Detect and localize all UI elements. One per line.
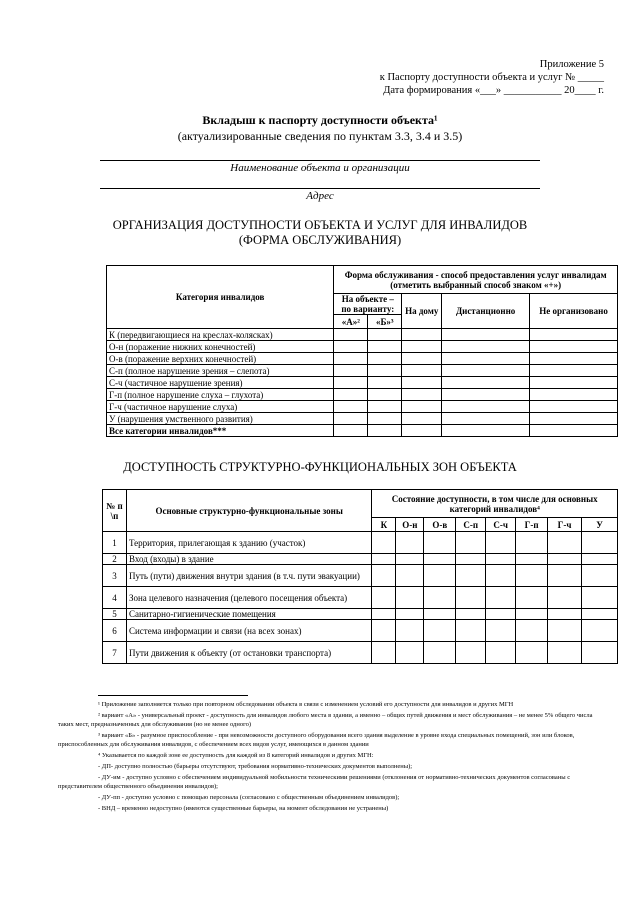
zone-number: 2 — [103, 554, 127, 565]
form-mark-cell[interactable] — [334, 413, 368, 425]
form-mark-cell[interactable] — [530, 413, 618, 425]
form-mark-cell[interactable] — [368, 425, 402, 437]
form-mark-cell[interactable] — [368, 401, 402, 413]
footnote-3: ³ вариант «Б» - разумное приспособление - при невозможности доступного оборудования всего здания выделение в уровне входа специальных помещений, зон или блоков, приспособленных для обслуживания инвалидов, с обеспечением всех видов услуг, имеющихся в данном здании — [58, 732, 575, 748]
category-col-header: К — [372, 518, 396, 532]
zone-state-cell[interactable] — [396, 532, 424, 554]
category-col-header: С-ч — [486, 518, 516, 532]
zone-row — [103, 587, 618, 609]
footnote-rule — [98, 695, 248, 696]
zone-state-cell[interactable] — [548, 532, 582, 554]
zone-state-cell[interactable] — [581, 642, 617, 664]
zone-number: 7 — [103, 642, 127, 664]
zone-state-cell[interactable] — [548, 554, 582, 565]
zone-state-cell[interactable] — [372, 620, 396, 642]
form-mark-cell[interactable] — [442, 329, 530, 341]
form-mark-cell[interactable] — [368, 413, 402, 425]
category-label: О-н (поражение нижних конечностей) — [107, 341, 334, 353]
category-col-header: Г-ч — [548, 518, 582, 532]
zone-number: 5 — [103, 609, 127, 620]
zone-state-cell[interactable] — [486, 587, 516, 609]
form-mark-cell[interactable] — [334, 329, 368, 341]
category-row — [107, 341, 618, 353]
form-mark-cell[interactable] — [334, 425, 368, 437]
col-on-object-header: На объекте – по варианту: — [334, 294, 402, 315]
form-mark-cell[interactable] — [530, 341, 618, 353]
col-zones-header: Основные структурно-функциональные зоны — [126, 490, 371, 532]
section2-title: ДОСТУПНОСТЬ СТРУКТУРНО-ФУНКЦИОНАЛЬНЫХ ЗОН ОБЪЕКТА — [123, 460, 517, 474]
zone-state-cell[interactable] — [396, 587, 424, 609]
col-variant-a: «А»² — [334, 315, 368, 329]
zone-state-cell[interactable] — [424, 587, 456, 609]
zone-number: 4 — [103, 587, 127, 609]
name-line — [100, 160, 540, 161]
annex-passport-ref: к Паспорту доступности объекта и услуг № _____ — [379, 72, 604, 83]
form-mark-cell[interactable] — [402, 353, 442, 365]
document-title: Вкладыш к паспорту доступности объекта¹ — [202, 113, 438, 127]
zone-name: Вход (входы) в здание — [126, 554, 371, 565]
form-mark-cell[interactable] — [402, 413, 442, 425]
category-col-header: О-н — [396, 518, 424, 532]
zone-state-cell[interactable] — [456, 554, 486, 565]
col-not-organized-header: Не организовано — [530, 294, 618, 329]
address-line — [100, 188, 540, 189]
category-label: О-в (поражение верхних конечностей) — [107, 353, 334, 365]
form-mark-cell[interactable] — [442, 401, 530, 413]
category-label: Г-п (полное нарушение слуха – глухота) — [107, 389, 334, 401]
category-label: Г-ч (частичное нарушение слуха) — [107, 401, 334, 413]
zone-row — [103, 565, 618, 587]
form-mark-cell[interactable] — [334, 377, 368, 389]
category-label: С-п (полное нарушение зрения – слепота) — [107, 365, 334, 377]
zone-number: 1 — [103, 532, 127, 554]
form-mark-cell[interactable] — [368, 389, 402, 401]
form-mark-cell[interactable] — [402, 401, 442, 413]
form-mark-cell[interactable] — [442, 413, 530, 425]
zone-state-cell[interactable] — [548, 620, 582, 642]
zone-name: Санитарно-гигиенические помещения — [126, 609, 371, 620]
zone-state-cell[interactable] — [548, 642, 582, 664]
form-mark-cell[interactable] — [402, 389, 442, 401]
zone-state-cell[interactable] — [516, 565, 548, 587]
zone-name: Территория, прилегающая к зданию (участок) — [126, 532, 371, 554]
zone-state-cell[interactable] — [372, 587, 396, 609]
zone-state-cell[interactable] — [372, 642, 396, 664]
zone-state-cell[interactable] — [396, 620, 424, 642]
form-mark-cell[interactable] — [402, 365, 442, 377]
zone-state-cell[interactable] — [372, 565, 396, 587]
zone-name: Путь (пути) движения внутри здания (в т.ч. пути эвакуации) — [126, 565, 371, 587]
zone-state-cell[interactable] — [486, 620, 516, 642]
zone-state-cell[interactable] — [581, 609, 617, 620]
form-mark-cell[interactable] — [334, 365, 368, 377]
zone-state-cell[interactable] — [396, 642, 424, 664]
zone-state-cell[interactable] — [581, 565, 617, 587]
footnote-dp: - ДП- доступно полностью (барьеры отсутствуют, требования нормативно-технических документов выполнены); — [98, 763, 413, 770]
form-mark-cell[interactable] — [334, 353, 368, 365]
form-mark-cell[interactable] — [334, 401, 368, 413]
zone-state-cell[interactable] — [456, 642, 486, 664]
form-mark-cell[interactable] — [530, 365, 618, 377]
form-mark-cell[interactable] — [442, 389, 530, 401]
form-mark-cell[interactable] — [402, 377, 442, 389]
footnotes — [58, 695, 606, 815]
form-mark-cell[interactable] — [368, 329, 402, 341]
category-row — [107, 329, 618, 341]
category-row — [107, 353, 618, 365]
category-col-header: О-в — [424, 518, 456, 532]
col-form-header: Форма обслуживания - способ предоставления услуг инвалидам (отметить выбранный способ знаком «+») — [334, 266, 618, 294]
zone-state-cell[interactable] — [424, 642, 456, 664]
zone-state-cell[interactable] — [456, 609, 486, 620]
category-row — [107, 365, 618, 377]
zone-row — [103, 532, 618, 554]
zone-state-cell[interactable] — [581, 587, 617, 609]
footnote-2: ² вариант «А» - универсальный проект - доступность для инвалидов любого места в здании, а именно – общих путей движения и мест обслуживания – не менее 5% общего числа таких мест, предназначенных для обслуживания (но не менее одного) — [58, 712, 593, 728]
form-mark-cell[interactable] — [402, 425, 442, 437]
form-mark-cell[interactable] — [368, 341, 402, 353]
zone-state-cell[interactable] — [456, 532, 486, 554]
zone-number: 3 — [103, 565, 127, 587]
annex-number: Приложение 5 — [539, 59, 604, 70]
form-mark-cell[interactable] — [442, 377, 530, 389]
category-row — [107, 413, 618, 425]
zone-state-cell[interactable] — [516, 620, 548, 642]
zone-state-cell[interactable] — [486, 565, 516, 587]
zone-name: Система информации и связи (на всех зонах) — [126, 620, 371, 642]
total-label: Все категории инвалидов*** — [107, 425, 334, 437]
col-category-header: Категория инвалидов — [107, 266, 334, 329]
zone-state-cell[interactable] — [581, 620, 617, 642]
form-mark-cell[interactable] — [530, 329, 618, 341]
zone-state-cell[interactable] — [424, 609, 456, 620]
zone-state-cell[interactable] — [424, 620, 456, 642]
zone-state-cell[interactable] — [424, 532, 456, 554]
zone-state-cell[interactable] — [396, 565, 424, 587]
zone-name: Пути движения к объекту (от остановки транспорта) — [126, 642, 371, 664]
zone-state-cell[interactable] — [486, 609, 516, 620]
category-row — [107, 377, 618, 389]
zones-table — [102, 489, 618, 664]
form-mark-cell[interactable] — [530, 389, 618, 401]
zone-state-cell[interactable] — [516, 587, 548, 609]
annex-header — [324, 58, 604, 97]
col-home-header: На дому — [402, 294, 442, 329]
zone-state-cell[interactable] — [424, 554, 456, 565]
category-row — [107, 389, 618, 401]
zone-state-cell[interactable] — [486, 532, 516, 554]
form-mark-cell[interactable] — [442, 425, 530, 437]
zone-state-cell[interactable] — [516, 554, 548, 565]
document-subtitle: (актуализированные сведения по пунктам 3.3, 3.4 и 3.5) — [177, 129, 463, 143]
zone-state-cell[interactable] — [581, 532, 617, 554]
zone-state-cell[interactable] — [548, 609, 582, 620]
zone-state-cell[interactable] — [516, 609, 548, 620]
form-mark-cell[interactable] — [442, 341, 530, 353]
zone-state-cell[interactable] — [548, 587, 582, 609]
zone-state-cell[interactable] — [456, 587, 486, 609]
zone-state-cell[interactable] — [372, 609, 396, 620]
zone-name: Зона целевого назначения (целевого посещения объекта) — [126, 587, 371, 609]
category-label: У (нарушения умственного развития) — [107, 413, 334, 425]
zone-state-cell[interactable] — [486, 554, 516, 565]
footnote-du-im: - ДУ-им - доступно условно с обеспечением индивидуальной мобильности техническими решениями (отклонения от нормативно-технических документов согласованы с представителем общественного объединения инвалидов); — [58, 774, 571, 790]
form-mark-cell[interactable] — [402, 329, 442, 341]
zone-state-cell[interactable] — [581, 554, 617, 565]
zone-state-cell[interactable] — [456, 565, 486, 587]
zone-row — [103, 554, 618, 565]
footnote-1: ¹ Приложение заполняется только при повторном обследовании объекта в связи с изменением условий его доступности для инвалидов и других МГН — [98, 701, 514, 708]
zone-state-cell[interactable] — [516, 532, 548, 554]
category-col-header: У — [581, 518, 617, 532]
zone-state-cell[interactable] — [516, 642, 548, 664]
col-remote-header: Дистанционно — [442, 294, 530, 329]
zone-number: 6 — [103, 620, 127, 642]
category-label: С-ч (частичное нарушение зрения) — [107, 377, 334, 389]
footnote-du-pp: - ДУ-пп - доступно условно с помощью персонала (согласовано с общественным объединением инвалидов); — [98, 794, 400, 801]
service-form-table — [106, 265, 618, 437]
zone-state-cell[interactable] — [396, 609, 424, 620]
form-mark-cell[interactable] — [334, 341, 368, 353]
category-col-header: С-п — [456, 518, 486, 532]
category-col-header: Г-п — [516, 518, 548, 532]
zone-row — [103, 609, 618, 620]
col-state-header: Состояние доступности, в том числе для основных категорий инвалидов⁴ — [372, 490, 618, 518]
form-mark-cell[interactable] — [368, 353, 402, 365]
zone-state-cell[interactable] — [372, 554, 396, 565]
form-mark-cell[interactable] — [530, 377, 618, 389]
form-mark-cell[interactable] — [334, 389, 368, 401]
form-mark-cell[interactable] — [402, 341, 442, 353]
form-mark-cell[interactable] — [530, 353, 618, 365]
footnote-4: ⁴ Указывается по каждой зоне ее доступность для каждой из 8 категорий инвалидов и других МГН: — [98, 752, 374, 759]
category-label: К (передвигающиеся на креслах-колясках) — [107, 329, 334, 341]
zone-state-cell[interactable] — [548, 565, 582, 587]
zone-state-cell[interactable] — [424, 565, 456, 587]
form-mark-cell[interactable] — [368, 377, 402, 389]
form-mark-cell[interactable] — [368, 365, 402, 377]
form-mark-cell[interactable] — [530, 401, 618, 413]
zone-state-cell[interactable] — [396, 554, 424, 565]
zone-state-cell[interactable] — [486, 642, 516, 664]
zone-row — [103, 620, 618, 642]
annex-date: Дата формирования «___» ___________ 20____ г. — [383, 85, 604, 96]
category-row — [107, 401, 618, 413]
col-variant-b: «Б»³ — [368, 315, 402, 329]
name-caption: Наименование объекта и организации — [230, 162, 410, 174]
form-mark-cell[interactable] — [442, 365, 530, 377]
total-row — [107, 425, 618, 437]
footnote-vnd: - ВНД – временно недоступно (имеются существенные барьеры, на момент обследования не устранены) — [98, 805, 389, 812]
form-mark-cell[interactable] — [442, 353, 530, 365]
col-num-header: № п \п — [103, 490, 127, 532]
zone-row — [103, 642, 618, 664]
section1-title: ОРГАНИЗАЦИЯ ДОСТУПНОСТИ ОБЪЕКТА И УСЛУГ ДЛЯ ИНВАЛИДОВ (ФОРМА ОБСЛУЖИВАНИЯ) — [112, 218, 528, 247]
address-caption: Адрес — [306, 190, 334, 202]
zone-state-cell[interactable] — [372, 532, 396, 554]
form-mark-cell[interactable] — [530, 425, 618, 437]
zone-state-cell[interactable] — [456, 620, 486, 642]
